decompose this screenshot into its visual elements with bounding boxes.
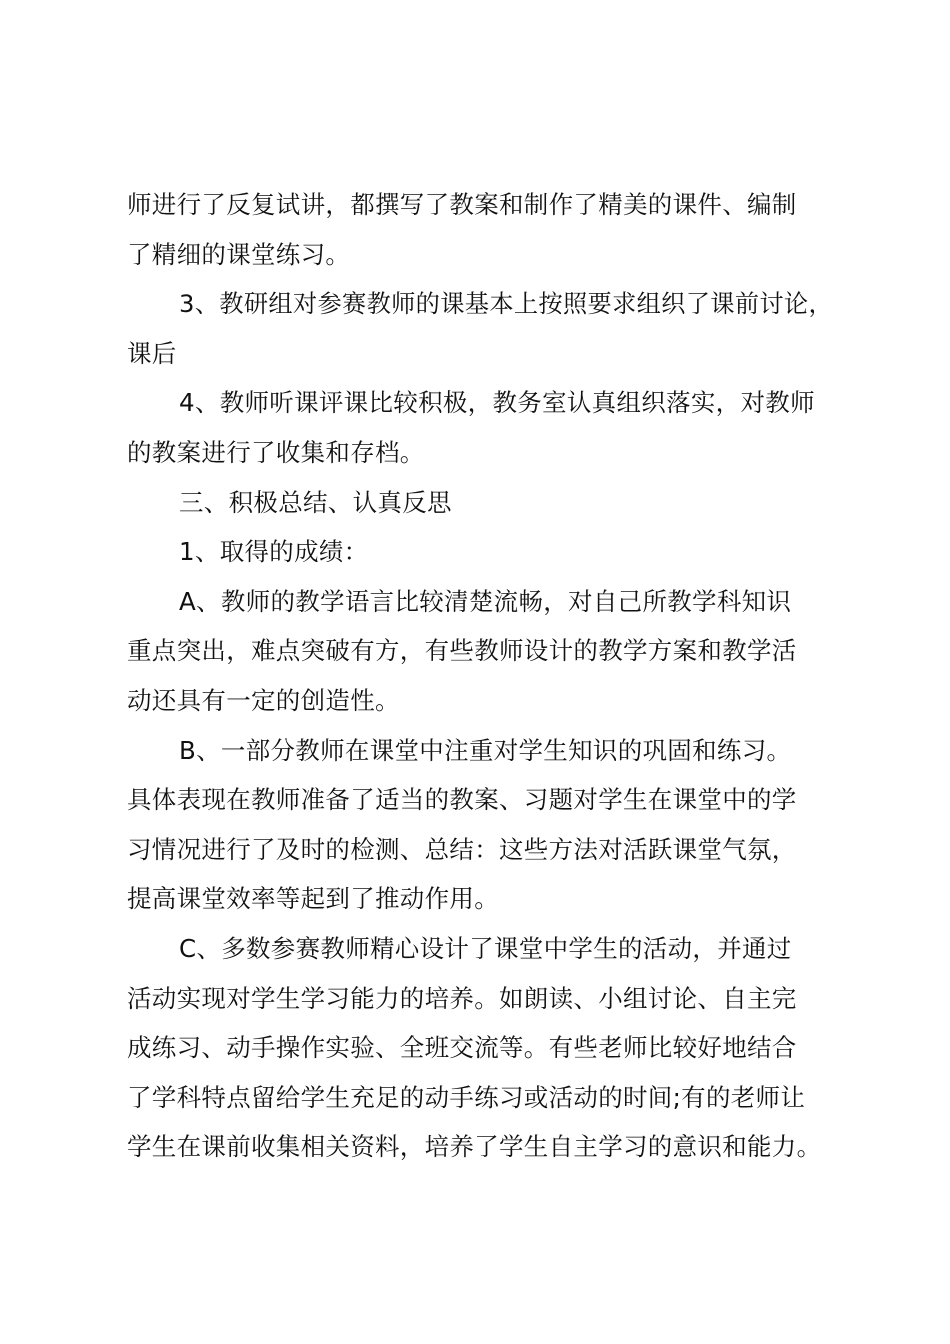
text-line: B、一部分教师在课堂中注重对学生知识的巩固和练习。 — [179, 735, 792, 765]
text-line: A、教师的教学语言比较清楚流畅，对自己所教学科知识 — [179, 586, 792, 616]
section-heading-text: 三、积极总结、认真反思 — [179, 487, 452, 517]
document-body — [127, 180, 833, 1172]
subsection-heading-text: 1、取得的成绩： — [179, 537, 369, 567]
paragraph-c — [127, 924, 833, 1172]
text-line: 师进行了反复试讲，都撰写了教案和制作了精美的课件、编制 — [127, 190, 797, 219]
text-line: 成练习、动手操作实验、全班交流等。有些老师比较好地结合 — [127, 1033, 797, 1063]
text-line: 的教案进行了收集和存档。 — [127, 437, 425, 467]
text-line: 了学科特点留给学生充足的动手练习或活动的时间;有的老师让 — [127, 1082, 806, 1112]
text-line: 了精细的课堂练习。 — [127, 239, 351, 269]
paragraph-b — [127, 726, 833, 924]
text-line: 动还具有一定的创造性。 — [127, 685, 400, 715]
paragraph-2 — [127, 279, 833, 378]
text-line: 具体表现在教师准备了适当的教案、习题对学生在课堂中的学 — [127, 785, 797, 815]
text-line: 课后 — [127, 338, 177, 368]
text-line: C、多数参赛教师精心设计了课堂中学生的活动，并通过 — [179, 933, 792, 963]
subsection-heading — [127, 527, 833, 577]
paragraph-1 — [127, 180, 833, 279]
text-line: 习情况进行了及时的检测、总结：这些方法对活跃课堂气氛， — [127, 834, 797, 864]
section-heading — [127, 478, 833, 528]
text-line: 学生在课前收集相关资料，培养了学生自主学习的意识和能力。 — [127, 1132, 822, 1162]
text-line: 重点突出，难点突破有方，有些教师设计的教学方案和教学活 — [127, 636, 797, 666]
paragraph-a — [127, 577, 833, 726]
text-line: 4、教师听课评课比较积极，教务室认真组织落实，对教师 — [179, 388, 815, 418]
text-line: 活动实现对学生学习能力的培养。如朗读、小组讨论、自主完 — [127, 983, 797, 1013]
paragraph-3 — [127, 378, 833, 477]
text-line: 提高课堂效率等起到了推动作用。 — [127, 884, 499, 914]
text-line: 3、教研组对参赛教师的课基本上按照要求组织了课前讨论， — [179, 289, 834, 319]
